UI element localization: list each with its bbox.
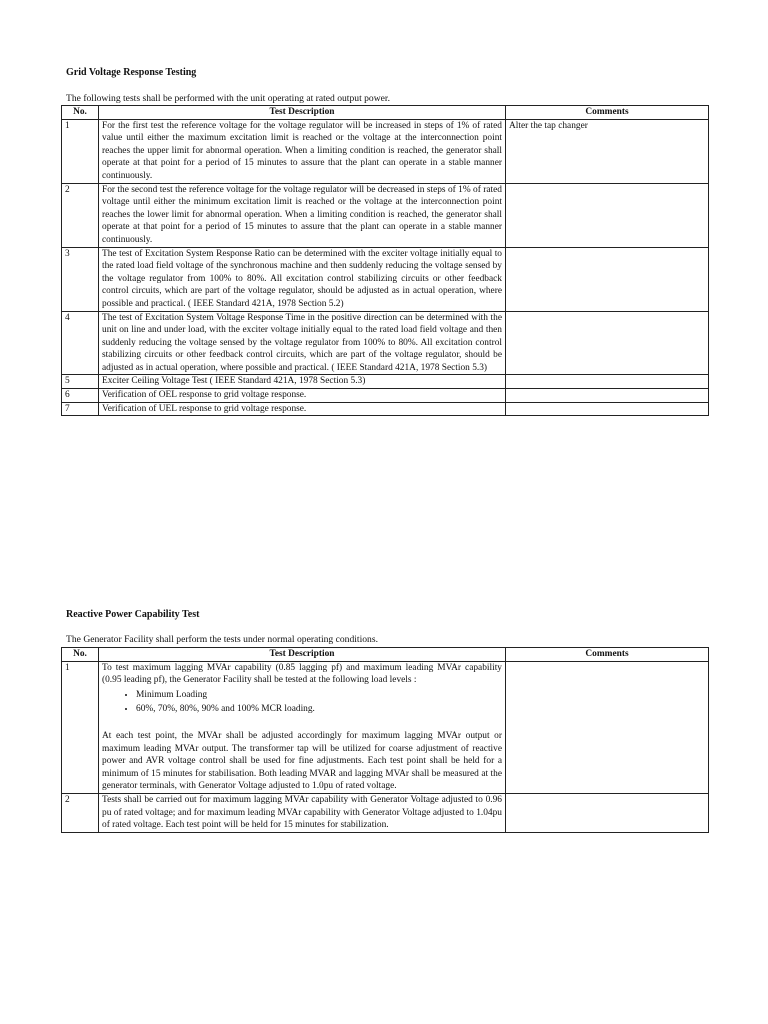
row-description: For the second test the reference voltage for the voltage regulator will be decreased in steps of 1% of rated voltage until either the minimum excitation limit is reached or the voltage at the interconnection point reaches the lower limit for abnormal operation. When a limiting condition is reached, the generator shall operate at that point for a period of 15 minutes to assure that the plant can operate in a stable manner continuously. bbox=[99, 183, 506, 247]
description-details: At each test point, the MVAr shall be adjusted accordingly for maximum lagging MVAr output or maximum leading MVAr output. The transformer tap will be utilized for coarse adjustment of reactive power and AVR voltage control shall be used for fine adjustments. Each test point shall be held for a minimum of 15 minutes for stabilisation. Both leading MVAR and lagging MVAr shall be measured at the generator terminals, with Generator Voltage adjusted to 1.0pu of rated voltage. bbox=[102, 730, 502, 792]
row-number: 2 bbox=[62, 793, 99, 832]
row-number: 1 bbox=[62, 661, 99, 793]
row-description: Verification of OEL response to grid voltage response. bbox=[99, 389, 506, 403]
table-row bbox=[62, 793, 709, 832]
row-comment bbox=[506, 375, 709, 389]
row-comment bbox=[506, 402, 709, 416]
row-comment bbox=[506, 661, 709, 793]
reactive-intro: The Generator Facility shall perform the tests under normal operating conditions. bbox=[66, 634, 378, 645]
description-intro: To test maximum lagging MVAr capability (0.85 lagging pf) and maximum leading MVAr capability (0.95 leading pf), the Generator Facility shall be tested at the following load levels : bbox=[102, 662, 502, 686]
table-row bbox=[62, 311, 709, 375]
header-test-description: Test Description bbox=[99, 648, 506, 662]
table-row bbox=[62, 661, 709, 793]
row-comment bbox=[506, 793, 709, 832]
reactive-test-table bbox=[61, 647, 709, 833]
row-comment bbox=[506, 247, 709, 311]
grid-section-title: Grid Voltage Response Testing bbox=[66, 67, 197, 78]
header-no: No. bbox=[62, 106, 99, 120]
load-level-list bbox=[102, 689, 502, 716]
list-item: • Minimum Loading bbox=[136, 689, 502, 702]
reactive-section-title: Reactive Power Capability Test bbox=[66, 609, 200, 620]
list-item: • 60%, 70%, 80%, 90% and 100% MCR loading. bbox=[136, 703, 502, 716]
header-no: No. bbox=[62, 648, 99, 662]
row-comment bbox=[506, 311, 709, 375]
header-test-description: Test Description bbox=[99, 106, 506, 120]
table-row bbox=[62, 375, 709, 389]
row-comment bbox=[506, 183, 709, 247]
row-number: 3 bbox=[62, 247, 99, 311]
table-row bbox=[62, 183, 709, 247]
row-description: Tests shall be carried out for maximum lagging MVAr capability with Generator Voltage adjusted to 0.96 pu of rated voltage; and for maximum leading MVAr capability with Generator Voltage adjusted to 1.04pu of rated voltage. Each test point will be held for 15 minutes for stabilization. bbox=[99, 793, 506, 832]
row-number: 7 bbox=[62, 402, 99, 416]
grid-intro: The following tests shall be performed with the unit operating at rated output power. bbox=[66, 93, 390, 104]
row-number: 1 bbox=[62, 119, 99, 183]
table-row bbox=[62, 247, 709, 311]
header-comments: Comments bbox=[506, 106, 709, 120]
table-row bbox=[62, 119, 709, 183]
row-description: The test of Excitation System Response Ratio can be determined with the exciter voltage initially equal to the rated load field voltage of the synchronous machine and then suddenly reducing the voltage sensed by the voltage regulator from 100% to 80%. All excitation control stabilizing circuits or other feedback control circuits, which are part of the voltage regulator, should be adjusted as in actual operation, where possible and practical. ( IEEE Standard 421A, 1978 Section 5.2) bbox=[99, 247, 506, 311]
table-row bbox=[62, 389, 709, 403]
grid-test-table bbox=[61, 105, 709, 416]
row-description: Exciter Ceiling Voltage Test ( IEEE Standard 421A, 1978 Section 5.3) bbox=[99, 375, 506, 389]
row-description: Verification of UEL response to grid voltage response. bbox=[99, 402, 506, 416]
row-description: For the first test the reference voltage for the voltage regulator will be increased in steps of 1% of rated value until either the maximum excitation limit is reached or the voltage at the interconnection point reaches the upper limit for abnormal operation. When a limiting condition is reached, the generator shall operate at that point for a period of 15 minutes to assure that the plant can operate in a stable manner continuously. bbox=[99, 119, 506, 183]
table-row bbox=[62, 402, 709, 416]
row-description bbox=[99, 661, 506, 793]
row-number: 6 bbox=[62, 389, 99, 403]
row-description: The test of Excitation System Voltage Response Time in the positive direction can be determined with the unit on line and under load, with the exciter voltage initially equal to the rated load field voltage and then suddenly reducing the voltage sensed by the voltage regulator from 100% to 80%. All excitation control stabilizing circuits or other feedback control circuits, which are part of the voltage regulator, should be adjusted as in actual operation, where possible and practical. ( IEEE Standard 421A, 1978 Section 5.3) bbox=[99, 311, 506, 375]
row-number: 5 bbox=[62, 375, 99, 389]
row-comment: Alter the tap changer bbox=[506, 119, 709, 183]
row-number: 2 bbox=[62, 183, 99, 247]
row-comment bbox=[506, 389, 709, 403]
row-number: 4 bbox=[62, 311, 99, 375]
header-comments: Comments bbox=[506, 648, 709, 662]
